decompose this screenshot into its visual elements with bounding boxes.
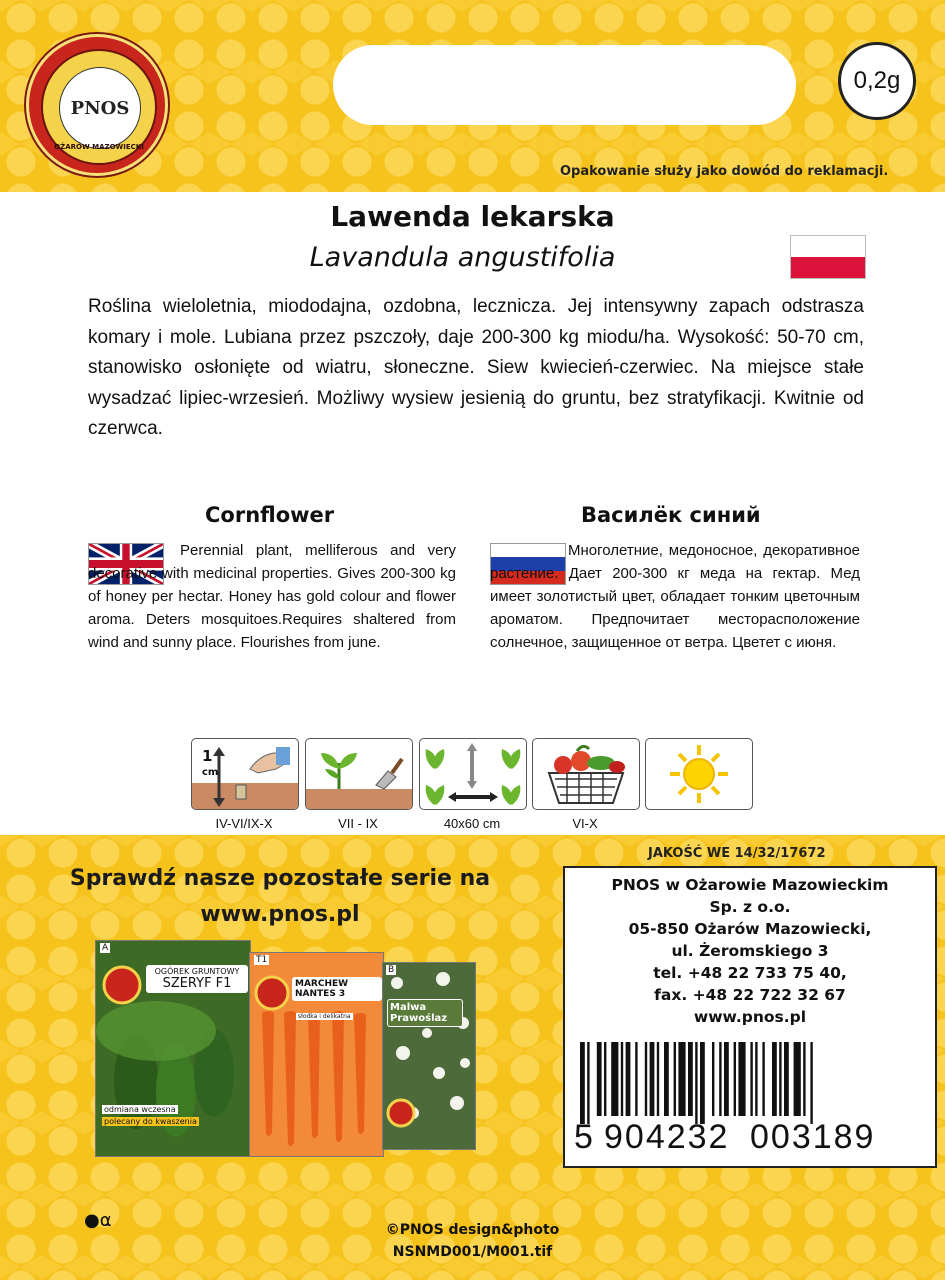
description-en: Perennial plant, melliferous and very decorative with medicinal properties. Gives 200-300 kg of honey per hectar. Honey has gold colour and flower aroma. Deters mosquitoes.Requires shaltered from wind and sunny place. Flourishes from june. bbox=[88, 542, 456, 651]
barcode-bar bbox=[719, 1042, 721, 1116]
barcode-bar bbox=[772, 1042, 777, 1116]
packet-subtitle: Prawoślaz bbox=[390, 1013, 448, 1024]
barcode-bar bbox=[784, 1042, 789, 1116]
barcode-bar bbox=[724, 1042, 729, 1116]
packet-badge: B bbox=[388, 965, 395, 975]
packet-note: odmiana wczesna bbox=[104, 1105, 176, 1114]
complaint-note: Opakowanie służy jako dowód do reklamacji. bbox=[560, 164, 889, 179]
barcode-bar bbox=[645, 1042, 647, 1116]
packet-malwa bbox=[382, 962, 476, 1150]
product-name: Lawenda lekarska bbox=[330, 200, 615, 233]
design-credit: ©PNOS design&photo bbox=[385, 1222, 560, 1238]
barcode-bar bbox=[678, 1042, 685, 1116]
logo-core-text: PNOS bbox=[59, 67, 141, 149]
company-city: 05-850 Ożarów Mazowiecki, bbox=[628, 920, 872, 938]
barcode-bar bbox=[734, 1042, 736, 1116]
harvest-basket-icon bbox=[532, 738, 640, 810]
sun-icon bbox=[645, 738, 753, 810]
depth-unit: cm bbox=[202, 767, 219, 778]
company-street: ul. Żeromskiego 3 bbox=[671, 942, 829, 960]
quality-code: JAKOŚĆ WE 14/32/17672 bbox=[648, 846, 826, 861]
description-pl: Roślina wieloletnia, miododajna, ozdobna, lecznicza. Jej intensywny zapach odstrasza komary i mole. Lubiana przez pszczoły, daje 200-300 kg miodu/ha. Wysokość: 50-70 cm, stanowisko osłonięte od wiatru, słoneczne. Siew kwiecień-czerwiec. Na miejsce stałe wysadzać lipiec-wrzesień. Możliwy wysiew jesienią do gruntu, bez stratyfikacji. Kwitnie od czerwca. bbox=[88, 296, 864, 439]
description-ru: Многолетние, медоносное, декоративное растение. Дает 200-300 кг меда на гектар. Мед имеет золотистый цвет, обладает тонким цветочным ароматом. Предпочитает месторасположение солнечное, защищенное от ветра. Цветет с июня. bbox=[490, 542, 860, 651]
spacing-value: 40x60 cm bbox=[443, 816, 501, 831]
company-form: Sp. z o.o. bbox=[709, 898, 791, 916]
packet-subtitle: SZERYF F1 bbox=[162, 976, 232, 991]
barcode-bar bbox=[695, 1042, 697, 1124]
packet-badge: A bbox=[102, 943, 109, 953]
company-fax: fax. +48 22 722 32 67 bbox=[654, 986, 846, 1004]
depth-value: 1 bbox=[202, 747, 213, 765]
packet-title: Malwa bbox=[390, 1002, 427, 1013]
barcode-bar bbox=[700, 1042, 705, 1124]
barcode-bar bbox=[604, 1042, 606, 1116]
pnos-logo bbox=[26, 34, 168, 176]
company-name: PNOS w Ożarowie Mazowieckim bbox=[611, 876, 889, 894]
label-window bbox=[333, 45, 796, 125]
barcode-bar bbox=[755, 1042, 757, 1116]
russian-title: Василёк синий bbox=[581, 503, 761, 527]
company-website: www.pnos.pl bbox=[693, 1008, 807, 1026]
sowing-period: IV-VI/IX-X bbox=[215, 816, 273, 831]
barcode-bar bbox=[664, 1042, 669, 1116]
ean-left: 904232 bbox=[604, 1118, 730, 1156]
packet-note: słodka i delikatna bbox=[298, 1013, 351, 1020]
ean-right: 003189 bbox=[750, 1118, 876, 1156]
barcode-bar bbox=[794, 1042, 801, 1116]
packet-cucumber bbox=[95, 940, 251, 1157]
barcode bbox=[580, 1042, 900, 1124]
barcode-bar bbox=[657, 1042, 659, 1116]
barcode-bar bbox=[712, 1042, 714, 1116]
barcode-bar bbox=[738, 1042, 745, 1116]
packet-title: MARCHEW bbox=[295, 979, 349, 989]
company-phone: tel. +48 22 733 75 40, bbox=[653, 964, 847, 982]
barcode-bar bbox=[626, 1042, 631, 1116]
barcode-bar bbox=[762, 1042, 764, 1116]
barcode-bar bbox=[803, 1042, 805, 1116]
barcode-bar bbox=[587, 1042, 589, 1124]
harvest-period: VI-X bbox=[572, 816, 598, 831]
planting-trowel-icon bbox=[305, 738, 413, 810]
barcode-bar bbox=[650, 1042, 655, 1116]
packet-badge: T1 bbox=[256, 955, 268, 965]
barcode-bar bbox=[580, 1042, 585, 1124]
recycling-symbol-icon: ●⍺ bbox=[84, 1210, 112, 1231]
weight-badge: 0,2g bbox=[838, 42, 916, 120]
promo-url: www.pnos.pl bbox=[200, 902, 360, 927]
barcode-bar bbox=[635, 1042, 637, 1116]
packet-subtitle: NANTES 3 bbox=[295, 989, 346, 999]
planting-period: VII - IX bbox=[338, 816, 378, 831]
promo-text: Sprawdź nasze pozostałe serie na bbox=[69, 866, 491, 891]
barcode-bar bbox=[611, 1042, 618, 1116]
packet-carrot bbox=[249, 952, 384, 1157]
logo-ring-text: OŻARÓW MAZOWIECKI bbox=[54, 143, 144, 151]
barcode-bar bbox=[597, 1042, 602, 1116]
product-latin-name: Lavandula angustifolia bbox=[309, 242, 616, 273]
packet-note: polecany do kwaszenia bbox=[104, 1117, 197, 1126]
ean-prefix: 5 bbox=[574, 1118, 595, 1156]
barcode-bar bbox=[688, 1042, 693, 1116]
barcode-bar bbox=[779, 1042, 781, 1116]
barcode-bar bbox=[810, 1042, 812, 1124]
barcode-bar bbox=[674, 1042, 676, 1116]
sowing-depth-icon bbox=[191, 738, 299, 810]
barcode-bar bbox=[750, 1042, 752, 1116]
barcode-bar bbox=[621, 1042, 623, 1116]
spacing-icon bbox=[419, 738, 527, 810]
english-title: Cornflower bbox=[205, 503, 335, 527]
poland-flag-icon bbox=[790, 235, 866, 279]
file-reference: NSNMD001/M001.tif bbox=[392, 1244, 553, 1260]
header-band bbox=[0, 0, 945, 192]
packet-title: OGÓREK GRUNTOWY bbox=[154, 967, 240, 976]
